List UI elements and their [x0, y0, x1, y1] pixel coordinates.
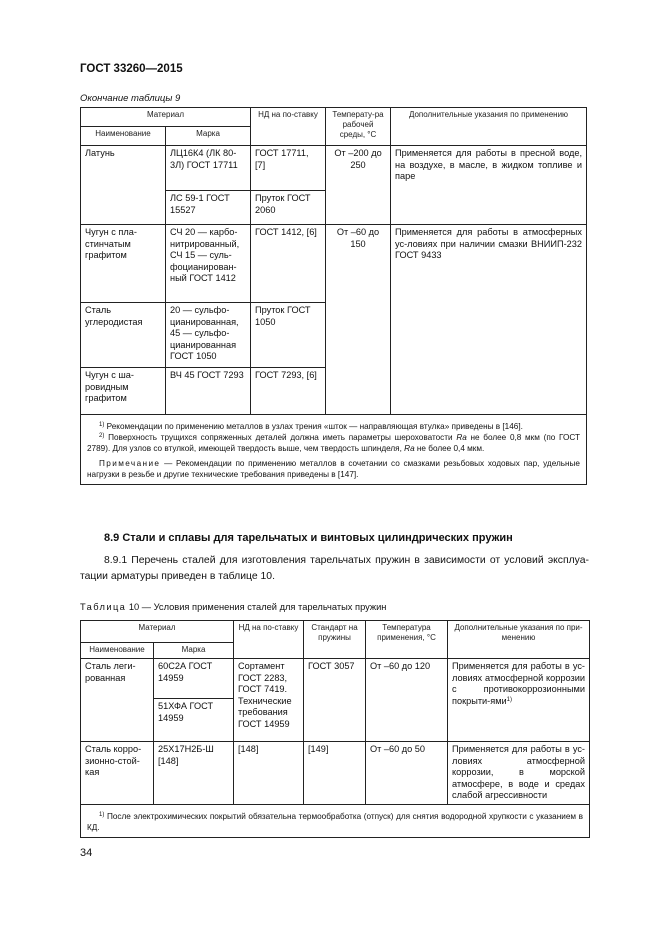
header-name: Наименование: [81, 643, 154, 659]
header-name: Наименование: [81, 127, 166, 146]
cell-name: Чугун с ша-ровидным графитом: [81, 368, 166, 415]
cell-nd: [148]: [234, 742, 304, 805]
header-material: Материал: [81, 621, 234, 643]
table-row: [81, 659, 590, 699]
cell-temp: От –60 до 150: [326, 225, 391, 415]
cell-nd: ГОСТ 7293, [6]: [251, 368, 326, 415]
header-grade: Марка: [166, 127, 251, 146]
table-10: [80, 620, 590, 838]
page-number: 34: [80, 847, 93, 859]
footnote-2: $^{2)}$ Поверхность трущихся сопряженных деталей должна иметь параметры шероховатости Ra не более 0,8 мкм (по ГОСТ 2789). Для узлов со втулкой, имеющей твердость выше, чем твердость шпинделя, Ra не более 0,4 мкм.: [87, 433, 580, 453]
header-notes: Дополнительные указания по при-менению: [448, 621, 590, 659]
section-paragraph: 8.9.1 Перечень сталей для изготовления тарельчатых пружин в зависимости от условий эксплуа-тации арматуры приведен в таблице 10.: [80, 555, 589, 582]
cell-grade: ЛС 59-1 ГОСТ 15527: [166, 191, 251, 225]
cell-name: Сталь углеродистая: [81, 303, 166, 368]
table-row: [81, 225, 587, 303]
header-notes: Дополнительные указания по применению: [391, 108, 587, 146]
table-row: [81, 742, 590, 805]
cell-grade: ЛЦ16К4 (ЛК 80-3Л) ГОСТ 17711: [166, 146, 251, 191]
cell-nd: Пруток ГОСТ 2060: [251, 191, 326, 225]
cell-temp: От –60 до 120: [366, 659, 448, 742]
cell-grade: 51ХФА ГОСТ 14959: [154, 699, 234, 742]
cell-temp: От –200 до 250: [326, 146, 391, 225]
cell-grade: 60С2А ГОСТ 14959: [154, 659, 234, 699]
cell-grade: СЧ 20 — карбо-нитрированный, СЧ 15 — суль-фоцианирован-ный ГОСТ 1412: [166, 225, 251, 303]
header-temp: Температу-ра рабочей среды, °С: [326, 108, 391, 146]
document-header: ГОСТ 33260—2015: [80, 63, 183, 75]
cell-name: Сталь леги-рованная: [81, 659, 154, 742]
cell-name: Сталь корро-зионно-стой-кая: [81, 742, 154, 805]
table-10-footnote: $^{1)}$ После электрохимических покрытий обязательна термообработка (отпуск) для снятия водородной хрупкости с указанием в КД.: [81, 804, 590, 837]
header-temp: Температура применения, °С: [366, 621, 448, 659]
header-nd: НД на по-ставку: [251, 108, 326, 146]
header-nd: НД на по-ставку: [234, 621, 304, 659]
table-row: [81, 146, 587, 191]
cell-temp: От –60 до 50: [366, 742, 448, 805]
cell-standard: [149]: [304, 742, 366, 805]
cell-note: Применяется для работы в атмосферных ус-ловиях при наличии смазки ВНИИП-232 ГОСТ 9433: [391, 225, 587, 415]
table-9-note: Примечание — Рекомендации по применению металлов в сочетании со смазками резьбовых ходовых пар, удельные нагрузки в резьбе и другие технические требования приведены в [147].: [87, 459, 580, 479]
cell-standard: ГОСТ 3057: [304, 659, 366, 742]
cell-nd: Сортамент ГОСТ 2283, ГОСТ 7419. Технические требования ГОСТ 14959: [234, 659, 304, 742]
table-10-caption: Таблица 10 — Условия применения сталей для тарельчатых пружин: [80, 602, 387, 612]
cell-name: Чугун с пла-стинчатым графитом: [81, 225, 166, 303]
cell-grade: ВЧ 45 ГОСТ 7293: [166, 368, 251, 415]
header-grade: Марка: [154, 643, 234, 659]
table-9: [80, 107, 587, 485]
cell-nd: ГОСТ 17711, [7]: [251, 146, 326, 191]
cell-note: Применяется для работы в ус-ловиях атмосферной коррозии, в морской атмосфере, в воде и средах слабой агрессивности: [448, 742, 590, 805]
footnote-1: $^{1)}$ Рекомендации по применению металлов в узлах трения «шток — направляющая втулка» приведены в [146].: [99, 422, 523, 431]
cell-nd: Пруток ГОСТ 1050: [251, 303, 326, 368]
header-material: Материал: [81, 108, 251, 127]
cell-nd: ГОСТ 1412, [6]: [251, 225, 326, 303]
cell-grade: 20 — сульфо-цианированная, 45 — сульфо-цианированная ГОСТ 1050: [166, 303, 251, 368]
header-standard: Стандарт на пружины: [304, 621, 366, 659]
cell-name: Латунь: [81, 146, 166, 225]
table-9-footnotes: [81, 415, 587, 485]
section-title: 8.9 Стали и сплавы для тарельчатых и винтовых цилиндрических пружин: [104, 532, 513, 544]
table-9-caption: Окончание таблицы 9: [80, 93, 181, 104]
cell-note: Применяется для работы в ус-ловиях атмосферной коррозии с противокоррозионными покрыти-ями$^{1)}$: [448, 659, 590, 742]
cell-grade: 25Х17Н2Б-Ш [148]: [154, 742, 234, 805]
cell-note: Применяется для работы в пресной воде, на воздухе, в масле, в жидком топливе и паре: [391, 146, 587, 225]
